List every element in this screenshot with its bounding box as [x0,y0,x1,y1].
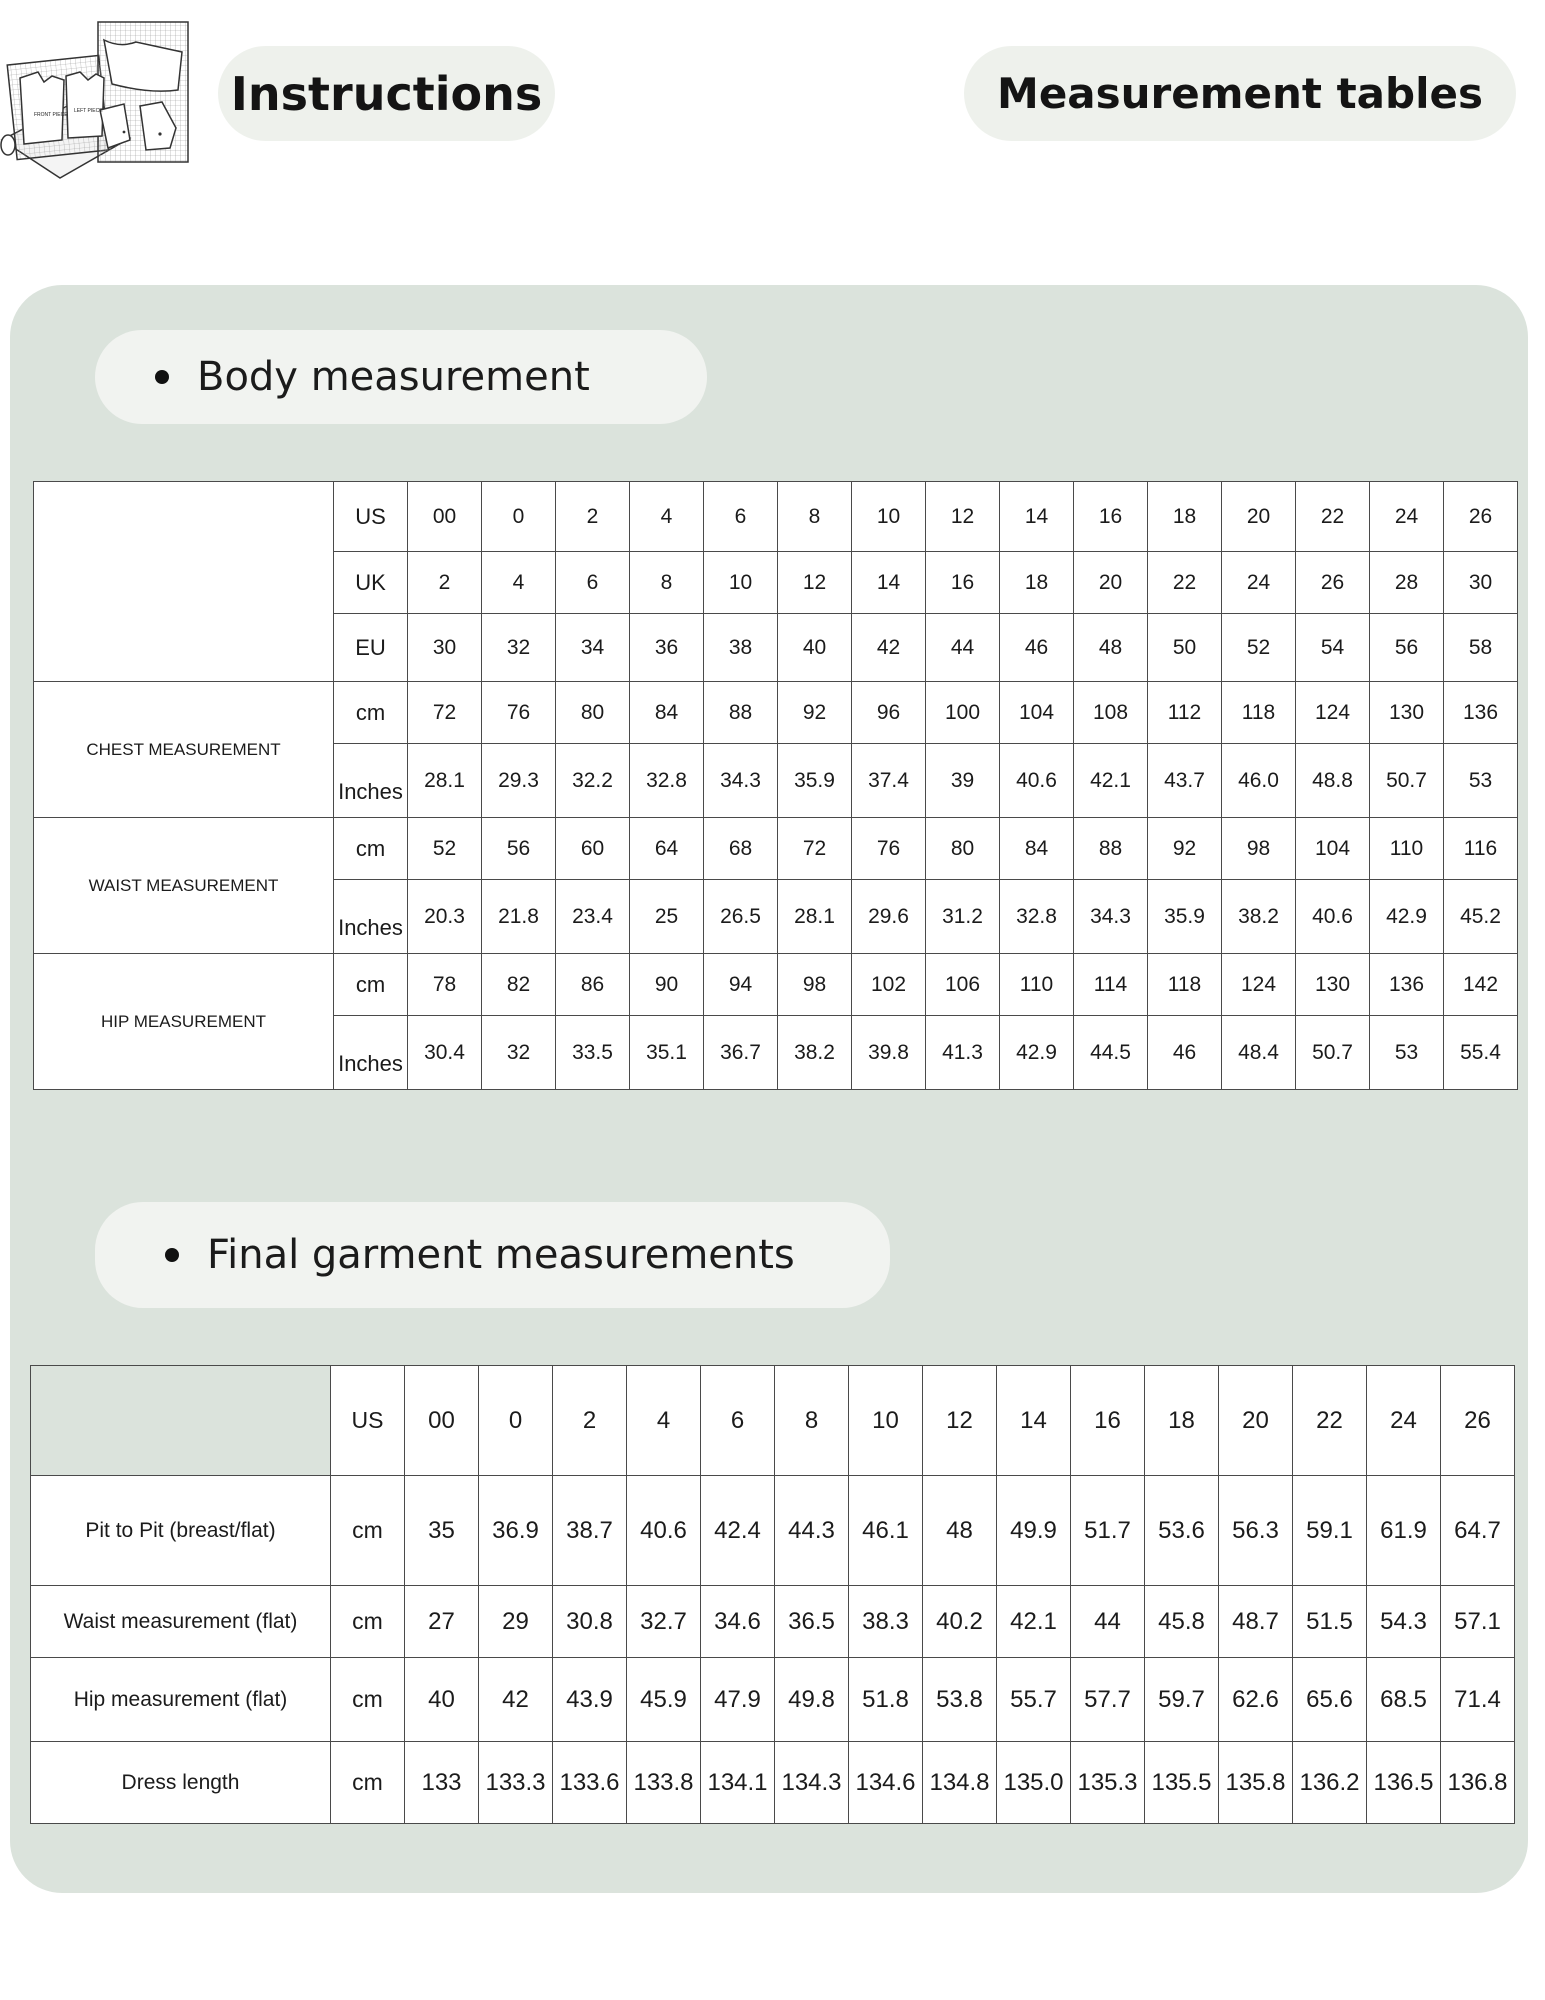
value-cell: 26.5 [704,880,778,954]
size-cell: 12 [778,552,852,614]
value-cell: 59.1 [1293,1476,1367,1586]
size-cell: 16 [926,552,1000,614]
value-cell: 68.5 [1367,1658,1441,1742]
value-cell: 35 [405,1476,479,1586]
value-cell: 133.3 [479,1742,553,1824]
value-cell: 64.7 [1441,1476,1515,1586]
value-cell: 42.4 [701,1476,775,1586]
size-cell: 6 [704,482,778,552]
value-cell: 48.7 [1219,1586,1293,1658]
unit-label: cm [331,1658,405,1742]
value-cell: 33.5 [556,1016,630,1090]
value-cell: 136 [1370,954,1444,1016]
size-cell: 8 [775,1366,849,1476]
size-cell: 6 [556,552,630,614]
size-cell: 26 [1444,482,1518,552]
size-cell: 28 [1370,552,1444,614]
unit-label: cm [331,1476,405,1586]
size-cell: 6 [701,1366,775,1476]
size-cell: 00 [408,482,482,552]
value-cell: 53.6 [1145,1476,1219,1586]
value-cell: 136.5 [1367,1742,1441,1824]
sewing-pattern-logo-icon [0,20,195,185]
value-cell: 142 [1444,954,1518,1016]
value-cell: 28.1 [408,744,482,818]
value-cell: 52 [408,818,482,880]
size-cell: 50 [1148,614,1222,682]
size-cell: 00 [405,1366,479,1476]
value-cell: 94 [704,954,778,1016]
value-cell: 29.3 [482,744,556,818]
value-cell: 108 [1074,682,1148,744]
value-cell: 86 [556,954,630,1016]
value-cell: 45.2 [1444,880,1518,954]
garment-measurement-title: Final garment measurements [207,1232,795,1278]
value-cell: 30.8 [553,1586,627,1658]
value-cell: 50.7 [1296,1016,1370,1090]
value-cell: 90 [630,954,704,1016]
value-cell: 25 [630,880,704,954]
value-cell: 29 [479,1586,553,1658]
value-cell: 104 [1296,818,1370,880]
value-cell: 42 [479,1658,553,1742]
size-cell: 22 [1148,552,1222,614]
value-cell: 124 [1296,682,1370,744]
size-system-label: US [331,1366,405,1476]
unit-label: Inches [334,744,408,818]
value-cell: 38.3 [849,1586,923,1658]
value-cell: 51.7 [1071,1476,1145,1586]
value-cell: 135.0 [997,1742,1071,1824]
value-cell: 65.6 [1293,1658,1367,1742]
value-cell: 51.5 [1293,1586,1367,1658]
value-cell: 48 [923,1476,997,1586]
value-cell: 20.3 [408,880,482,954]
unit-label: cm [331,1586,405,1658]
size-cell: 18 [1000,552,1074,614]
value-cell: 32.7 [627,1586,701,1658]
measurement-row [34,818,1518,880]
value-cell: 23.4 [556,880,630,954]
size-cell: 22 [1293,1366,1367,1476]
value-cell: 82 [482,954,556,1016]
size-cell: 2 [408,552,482,614]
unit-label: cm [334,954,408,1016]
size-cell: 10 [852,482,926,552]
size-cell: 42 [852,614,926,682]
blank-header-cell [31,1366,331,1476]
size-cell: 48 [1074,614,1148,682]
value-cell: 57.7 [1071,1658,1145,1742]
value-cell: 136.2 [1293,1742,1367,1824]
measurement-row [31,1658,1515,1742]
size-cell: 54 [1296,614,1370,682]
bullet-icon [155,370,169,384]
measurement-row [34,682,1518,744]
value-cell: 112 [1148,682,1222,744]
measurement-label: Pit to Pit (breast/flat) [31,1476,331,1586]
value-cell: 61.9 [1367,1476,1441,1586]
value-cell: 40.6 [1296,880,1370,954]
size-cell: 24 [1367,1366,1441,1476]
value-cell: 84 [630,682,704,744]
value-cell: 42.9 [1000,1016,1074,1090]
value-cell: 80 [556,682,630,744]
size-cell: 56 [1370,614,1444,682]
value-cell: 134.6 [849,1742,923,1824]
size-cell: 2 [556,482,630,552]
size-cell: 14 [997,1366,1071,1476]
value-cell: 43.7 [1148,744,1222,818]
value-cell: 57.1 [1441,1586,1515,1658]
value-cell: 136 [1444,682,1518,744]
size-cell: 20 [1074,552,1148,614]
value-cell: 39.8 [852,1016,926,1090]
logo-text-left: LEFT PIECE [74,108,103,114]
value-cell: 42.1 [997,1586,1071,1658]
value-cell: 42.1 [1074,744,1148,818]
value-cell: 135.8 [1219,1742,1293,1824]
value-cell: 46 [1148,1016,1222,1090]
size-cell: 10 [704,552,778,614]
value-cell: 21.8 [482,880,556,954]
size-cell: 24 [1222,552,1296,614]
value-cell: 40.2 [923,1586,997,1658]
size-cell: 12 [923,1366,997,1476]
value-cell: 38.7 [553,1476,627,1586]
measurement-label: Hip measurement (flat) [31,1658,331,1742]
value-cell: 134.8 [923,1742,997,1824]
size-cell: 4 [630,482,704,552]
size-cell: 4 [627,1366,701,1476]
unit-label: cm [331,1742,405,1824]
size-cell: 16 [1071,1366,1145,1476]
size-cell: 30 [408,614,482,682]
value-cell: 114 [1074,954,1148,1016]
value-cell: 56.3 [1219,1476,1293,1586]
value-cell: 38.2 [1222,880,1296,954]
value-cell: 44.5 [1074,1016,1148,1090]
value-cell: 47.9 [701,1658,775,1742]
value-cell: 31.2 [926,880,1000,954]
size-cell: 10 [849,1366,923,1476]
value-cell: 46.0 [1222,744,1296,818]
value-cell: 46.1 [849,1476,923,1586]
size-cell: 14 [1000,482,1074,552]
value-cell: 110 [1000,954,1074,1016]
value-cell: 36.7 [704,1016,778,1090]
value-cell: 133.8 [627,1742,701,1824]
value-cell: 76 [482,682,556,744]
value-cell: 35.9 [778,744,852,818]
value-cell: 40.6 [627,1476,701,1586]
value-cell: 134.3 [775,1742,849,1824]
body-measurement-title: Body measurement [197,354,590,400]
value-cell: 76 [852,818,926,880]
value-cell: 48.4 [1222,1016,1296,1090]
value-cell: 118 [1222,682,1296,744]
value-cell: 29.6 [852,880,926,954]
size-cell: 2 [553,1366,627,1476]
body-measurement-heading [95,330,707,424]
value-cell: 136.8 [1441,1742,1515,1824]
size-cell: 12 [926,482,1000,552]
instructions-button[interactable]: Instructions [218,46,555,141]
size-cell: 14 [852,552,926,614]
value-cell: 71.4 [1441,1658,1515,1742]
size-cell: 0 [479,1366,553,1476]
size-system-label: EU [334,614,408,682]
value-cell: 32 [482,1016,556,1090]
value-cell: 53.8 [923,1658,997,1742]
value-cell: 30.4 [408,1016,482,1090]
size-cell: 58 [1444,614,1518,682]
value-cell: 43.9 [553,1658,627,1742]
size-cell: 8 [630,552,704,614]
value-cell: 44.3 [775,1476,849,1586]
value-cell: 116 [1444,818,1518,880]
measurement-label: Waist measurement (flat) [31,1586,331,1658]
size-cell: 24 [1370,482,1444,552]
size-system-label: UK [334,552,408,614]
value-cell: 118 [1148,954,1222,1016]
value-cell: 55.7 [997,1658,1071,1742]
unit-label: cm [334,818,408,880]
size-cell: 52 [1222,614,1296,682]
value-cell: 88 [704,682,778,744]
measurement-label: HIP MEASUREMENT [34,954,334,1090]
value-cell: 28.1 [778,880,852,954]
logo-text-front: FRONT PIECE [34,112,68,118]
value-cell: 34.6 [701,1586,775,1658]
value-cell: 110 [1370,818,1444,880]
value-cell: 62.6 [1219,1658,1293,1742]
measurement-label: CHEST MEASUREMENT [34,682,334,818]
value-cell: 41.3 [926,1016,1000,1090]
value-cell: 100 [926,682,1000,744]
size-cell: 30 [1444,552,1518,614]
value-cell: 42.9 [1370,880,1444,954]
size-cell: 34 [556,614,630,682]
value-cell: 39 [926,744,1000,818]
value-cell: 92 [1148,818,1222,880]
value-cell: 36.9 [479,1476,553,1586]
body-measurement-table [33,481,1518,1090]
value-cell: 135.3 [1071,1742,1145,1824]
garment-measurement-heading [95,1202,890,1308]
value-cell: 48.8 [1296,744,1370,818]
value-cell: 32.8 [630,744,704,818]
measurement-tables-button[interactable]: Measurement tables [964,46,1516,141]
value-cell: 134.1 [701,1742,775,1824]
value-cell: 53 [1444,744,1518,818]
size-system-label: US [334,482,408,552]
value-cell: 35.1 [630,1016,704,1090]
measurement-label: Dress length [31,1742,331,1824]
value-cell: 130 [1370,682,1444,744]
value-cell: 72 [778,818,852,880]
value-cell: 106 [926,954,1000,1016]
value-cell: 54.3 [1367,1586,1441,1658]
value-cell: 56 [482,818,556,880]
value-cell: 44 [1071,1586,1145,1658]
value-cell: 50.7 [1370,744,1444,818]
value-cell: 98 [1222,818,1296,880]
blank-header-cell [34,482,334,682]
size-cell: 44 [926,614,1000,682]
value-cell: 130 [1296,954,1370,1016]
measurement-row [31,1476,1515,1586]
size-cell: 36 [630,614,704,682]
size-cell: 32 [482,614,556,682]
value-cell: 60 [556,818,630,880]
garment-measurement-table [30,1365,1515,1824]
measurement-row [31,1742,1515,1824]
value-cell: 37.4 [852,744,926,818]
value-cell: 45.8 [1145,1586,1219,1658]
value-cell: 34.3 [704,744,778,818]
value-cell: 72 [408,682,482,744]
size-cell: 8 [778,482,852,552]
value-cell: 102 [852,954,926,1016]
measurement-label: WAIST MEASUREMENT [34,818,334,954]
unit-label: cm [334,682,408,744]
size-cell: 46 [1000,614,1074,682]
size-cell: 26 [1441,1366,1515,1476]
measurement-row [31,1586,1515,1658]
size-cell: 18 [1145,1366,1219,1476]
value-cell: 32.2 [556,744,630,818]
value-cell: 98 [778,954,852,1016]
value-cell: 84 [1000,818,1074,880]
value-cell: 35.9 [1148,880,1222,954]
value-cell: 55.4 [1444,1016,1518,1090]
value-cell: 135.5 [1145,1742,1219,1824]
value-cell: 133.6 [553,1742,627,1824]
value-cell: 59.7 [1145,1658,1219,1742]
size-cell: 40 [778,614,852,682]
value-cell: 51.8 [849,1658,923,1742]
value-cell: 78 [408,954,482,1016]
size-cell: 4 [482,552,556,614]
size-cell: 22 [1296,482,1370,552]
value-cell: 34.3 [1074,880,1148,954]
size-cell: 16 [1074,482,1148,552]
value-cell: 38.2 [778,1016,852,1090]
value-cell: 53 [1370,1016,1444,1090]
value-cell: 32.8 [1000,880,1074,954]
unit-label: Inches [334,1016,408,1090]
value-cell: 96 [852,682,926,744]
value-cell: 36.5 [775,1586,849,1658]
size-cell: 20 [1222,482,1296,552]
size-cell: 38 [704,614,778,682]
size-cell: 0 [482,482,556,552]
value-cell: 124 [1222,954,1296,1016]
value-cell: 40.6 [1000,744,1074,818]
value-cell: 27 [405,1586,479,1658]
value-cell: 104 [1000,682,1074,744]
unit-label: Inches [334,880,408,954]
size-cell: 20 [1219,1366,1293,1476]
size-cell: 26 [1296,552,1370,614]
value-cell: 80 [926,818,1000,880]
value-cell: 64 [630,818,704,880]
bullet-icon [165,1248,179,1262]
value-cell: 49.9 [997,1476,1071,1586]
size-cell: 18 [1148,482,1222,552]
value-cell: 49.8 [775,1658,849,1742]
value-cell: 133 [405,1742,479,1824]
size-row [31,1366,1515,1476]
size-row [34,482,1518,552]
value-cell: 45.9 [627,1658,701,1742]
value-cell: 92 [778,682,852,744]
value-cell: 40 [405,1658,479,1742]
measurement-row [34,954,1518,1016]
value-cell: 88 [1074,818,1148,880]
value-cell: 68 [704,818,778,880]
